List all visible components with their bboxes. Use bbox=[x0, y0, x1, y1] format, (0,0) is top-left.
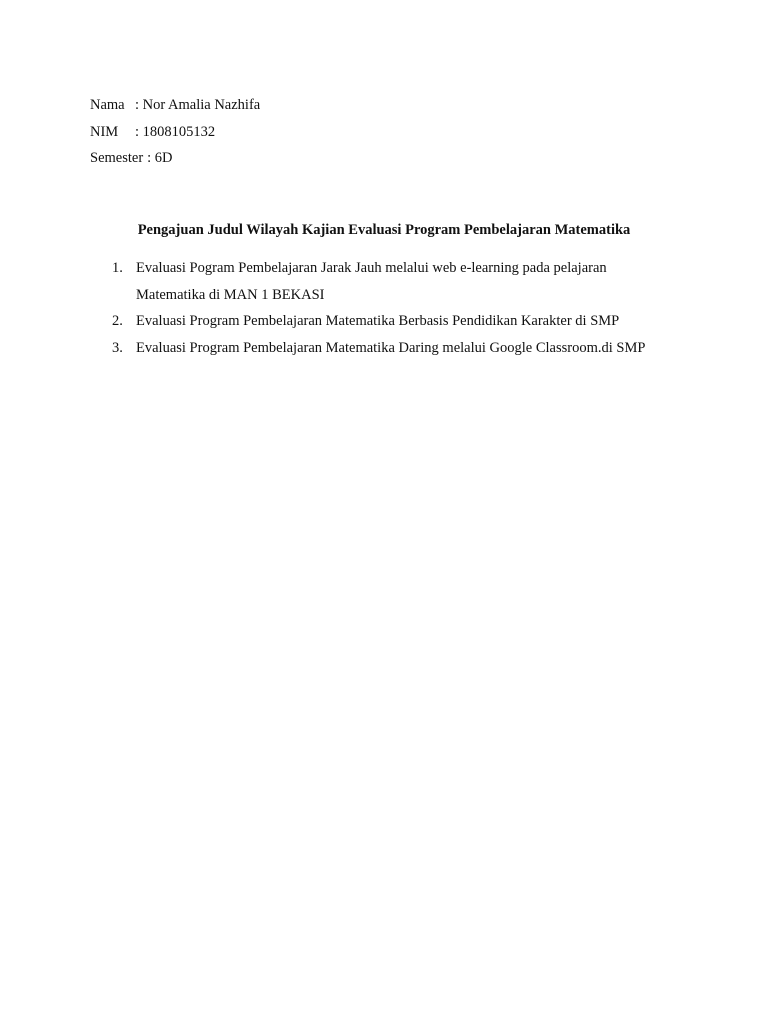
semester-value: : 6D bbox=[147, 150, 173, 166]
name-row bbox=[90, 92, 710, 119]
list-item bbox=[112, 255, 672, 308]
list-item-line: Evaluasi Program Pembelajaran Matematika Berbasis Pendidikan Karakter di SMP bbox=[136, 313, 620, 329]
proposal-list bbox=[112, 255, 672, 361]
nim-value: : 1808105132 bbox=[135, 123, 216, 140]
list-item-number: 2. bbox=[112, 313, 123, 329]
list-item-text bbox=[136, 308, 672, 335]
nim-row bbox=[90, 119, 710, 146]
name-value: : Nor Amalia Nazhifa bbox=[135, 97, 261, 113]
list-item-line: Evaluasi Program Pembelajaran Matematika Daring melalui Google Classroom.di SMP bbox=[136, 339, 646, 356]
nim-label: NIM bbox=[90, 123, 119, 140]
list-item bbox=[112, 335, 672, 362]
semester-label: Semester bbox=[90, 150, 144, 166]
identity-block bbox=[90, 92, 710, 172]
list-item-text bbox=[136, 255, 672, 308]
list-item bbox=[112, 308, 672, 335]
list-item-text bbox=[136, 335, 672, 362]
document-title: Pengajuan Judul Wilayah Kajian Evaluasi Program Pembelajaran Matematika bbox=[137, 222, 631, 238]
list-item-number: 3. bbox=[112, 339, 123, 356]
semester-row bbox=[90, 145, 710, 172]
name-label: Nama bbox=[90, 97, 125, 113]
list-item-line: Matematika di MAN 1 BEKASI bbox=[136, 286, 325, 303]
list-item-line: Evaluasi Pogram Pembelajaran Jarak Jauh melalui web e-learning pada pelajaran bbox=[136, 260, 607, 276]
list-item-number: 1. bbox=[112, 260, 123, 276]
